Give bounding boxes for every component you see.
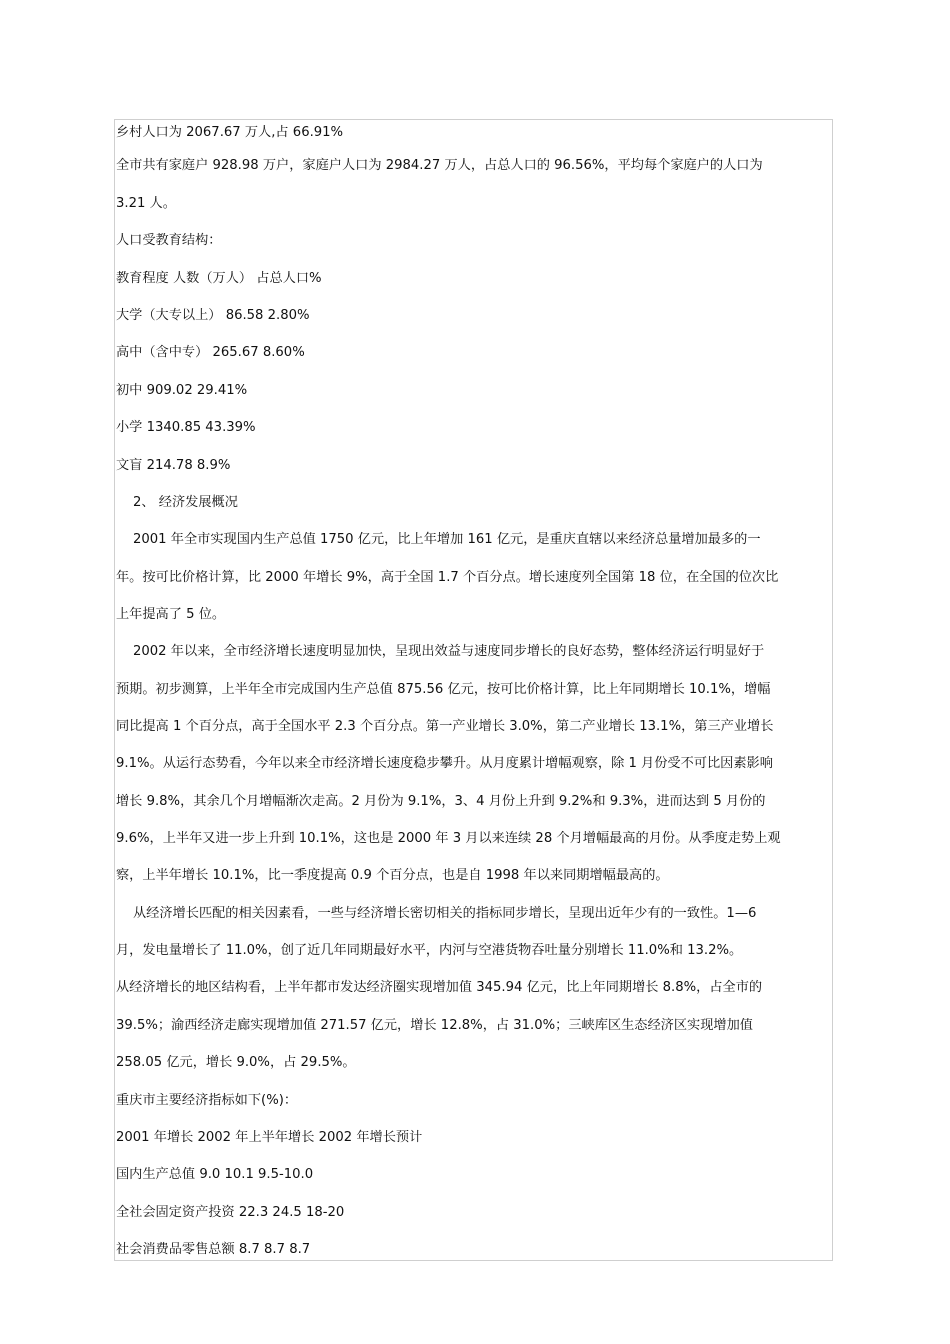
text-line: 年。按可比价格计算，比 2000 年增长 9%，高于全国 1.7 个百分点。增长速度列全国第 18 位，在全国的位次比 xyxy=(116,570,779,585)
text-line: 察，上半年增长 10.1%，比一季度提高 0.9 个百分点，也是自 1998 年以来同期增幅最高的。 xyxy=(116,868,669,883)
text-line: 2001 年增长 2002 年上半年增长 2002 年增长预计 xyxy=(116,1130,423,1145)
text-line: 初中 909.02 29.41% xyxy=(116,383,248,398)
text-line: 国内生产总值 9.0 10.1 9.5-10.0 xyxy=(116,1167,314,1182)
text-line: 月，发电量增长了 11.0%，创了近几年同期最好水平，内河与空港货物吞吐量分别增长 11.0%和 13.2%。 xyxy=(116,943,743,958)
section-heading: 2、 经济发展概况 xyxy=(133,495,238,510)
text-line: 2001 年全市实现国内生产总值 1750 亿元，比上年增加 161 亿元，是重庆直辖以来经济总量增加最多的一 xyxy=(133,532,761,547)
text-line: 从经济增长匹配的相关因素看，一些与经济增长密切相关的指标同步增长，呈现出近年少有的一致性。1—6 xyxy=(133,906,757,921)
text-line: 小学 1340.85 43.39% xyxy=(116,420,256,435)
text-line: 大学（大专以上） 86.58 2.80% xyxy=(116,308,310,323)
text-line: 教育程度 人数（万人） 占总人口% xyxy=(116,271,322,286)
text-line: 39.5%；渝西经济走廊实现增加值 271.57 亿元，增长 12.8%，占 31.0%；三峡库区生态经济区实现增加值 xyxy=(116,1018,753,1033)
text-line: 全社会固定资产投资 22.3 24.5 18-20 xyxy=(116,1205,345,1220)
text-line: 同比提高 1 个百分点，高于全国水平 2.3 个百分点。第一产业增长 3.0%，第二产业增长 13.1%，第三产业增长 xyxy=(116,719,774,734)
text-line: 乡村人口为 2067.67 万人,占 66.91% xyxy=(116,125,344,140)
text-line: 2002 年以来，全市经济增长速度明显加快，呈现出效益与速度同步增长的良好态势，整体经济运行明显好于 xyxy=(133,644,765,659)
text-line: 3.21 人。 xyxy=(116,196,176,211)
text-line: 社会消费品零售总额 8.7 8.7 8.7 xyxy=(116,1242,311,1257)
text-line: 预期。初步测算，上半年全市完成国内生产总值 875.56 亿元，按可比价格计算，比上年同期增长 10.1%，增幅 xyxy=(116,682,771,697)
text-line: 高中（含中专） 265.67 8.60% xyxy=(116,345,305,360)
text-line: 9.6%，上半年又进一步上升到 10.1%，这也是 2000 年 3 月以来连续 28 个月增幅最高的月份。从季度走势上观 xyxy=(116,831,781,846)
text-line: 人口受教育结构： xyxy=(116,233,222,248)
text-line: 上年提高了 5 位。 xyxy=(116,607,226,622)
text-line: 重庆市主要经济指标如下(%)： xyxy=(116,1093,298,1108)
text-line: 从经济增长的地区结构看，上半年都市发达经济圈实现增加值 345.94 亿元，比上年同期增长 8.8%，占全市的 xyxy=(116,980,763,995)
text-line: 文盲 214.78 8.9% xyxy=(116,458,231,473)
text-line: 增长 9.8%，其余几个月增幅渐次走高。2 月份为 9.1%，3、4 月份上升到 9.2%和 9.3%，进而达到 5 月份的 xyxy=(116,794,766,809)
text-line: 258.05 亿元，增长 9.0%，占 29.5%。 xyxy=(116,1055,356,1070)
text-line: 9.1%。从运行态势看，今年以来全市经济增长速度稳步攀升。从月度累计增幅观察，除 1 月份受不可比因素影响 xyxy=(116,756,773,771)
text-line: 全市共有家庭户 928.98 万户，家庭户人口为 2984.27 万人，占总人口的 96.56%，平均每个家庭户的人口为 xyxy=(116,158,763,173)
